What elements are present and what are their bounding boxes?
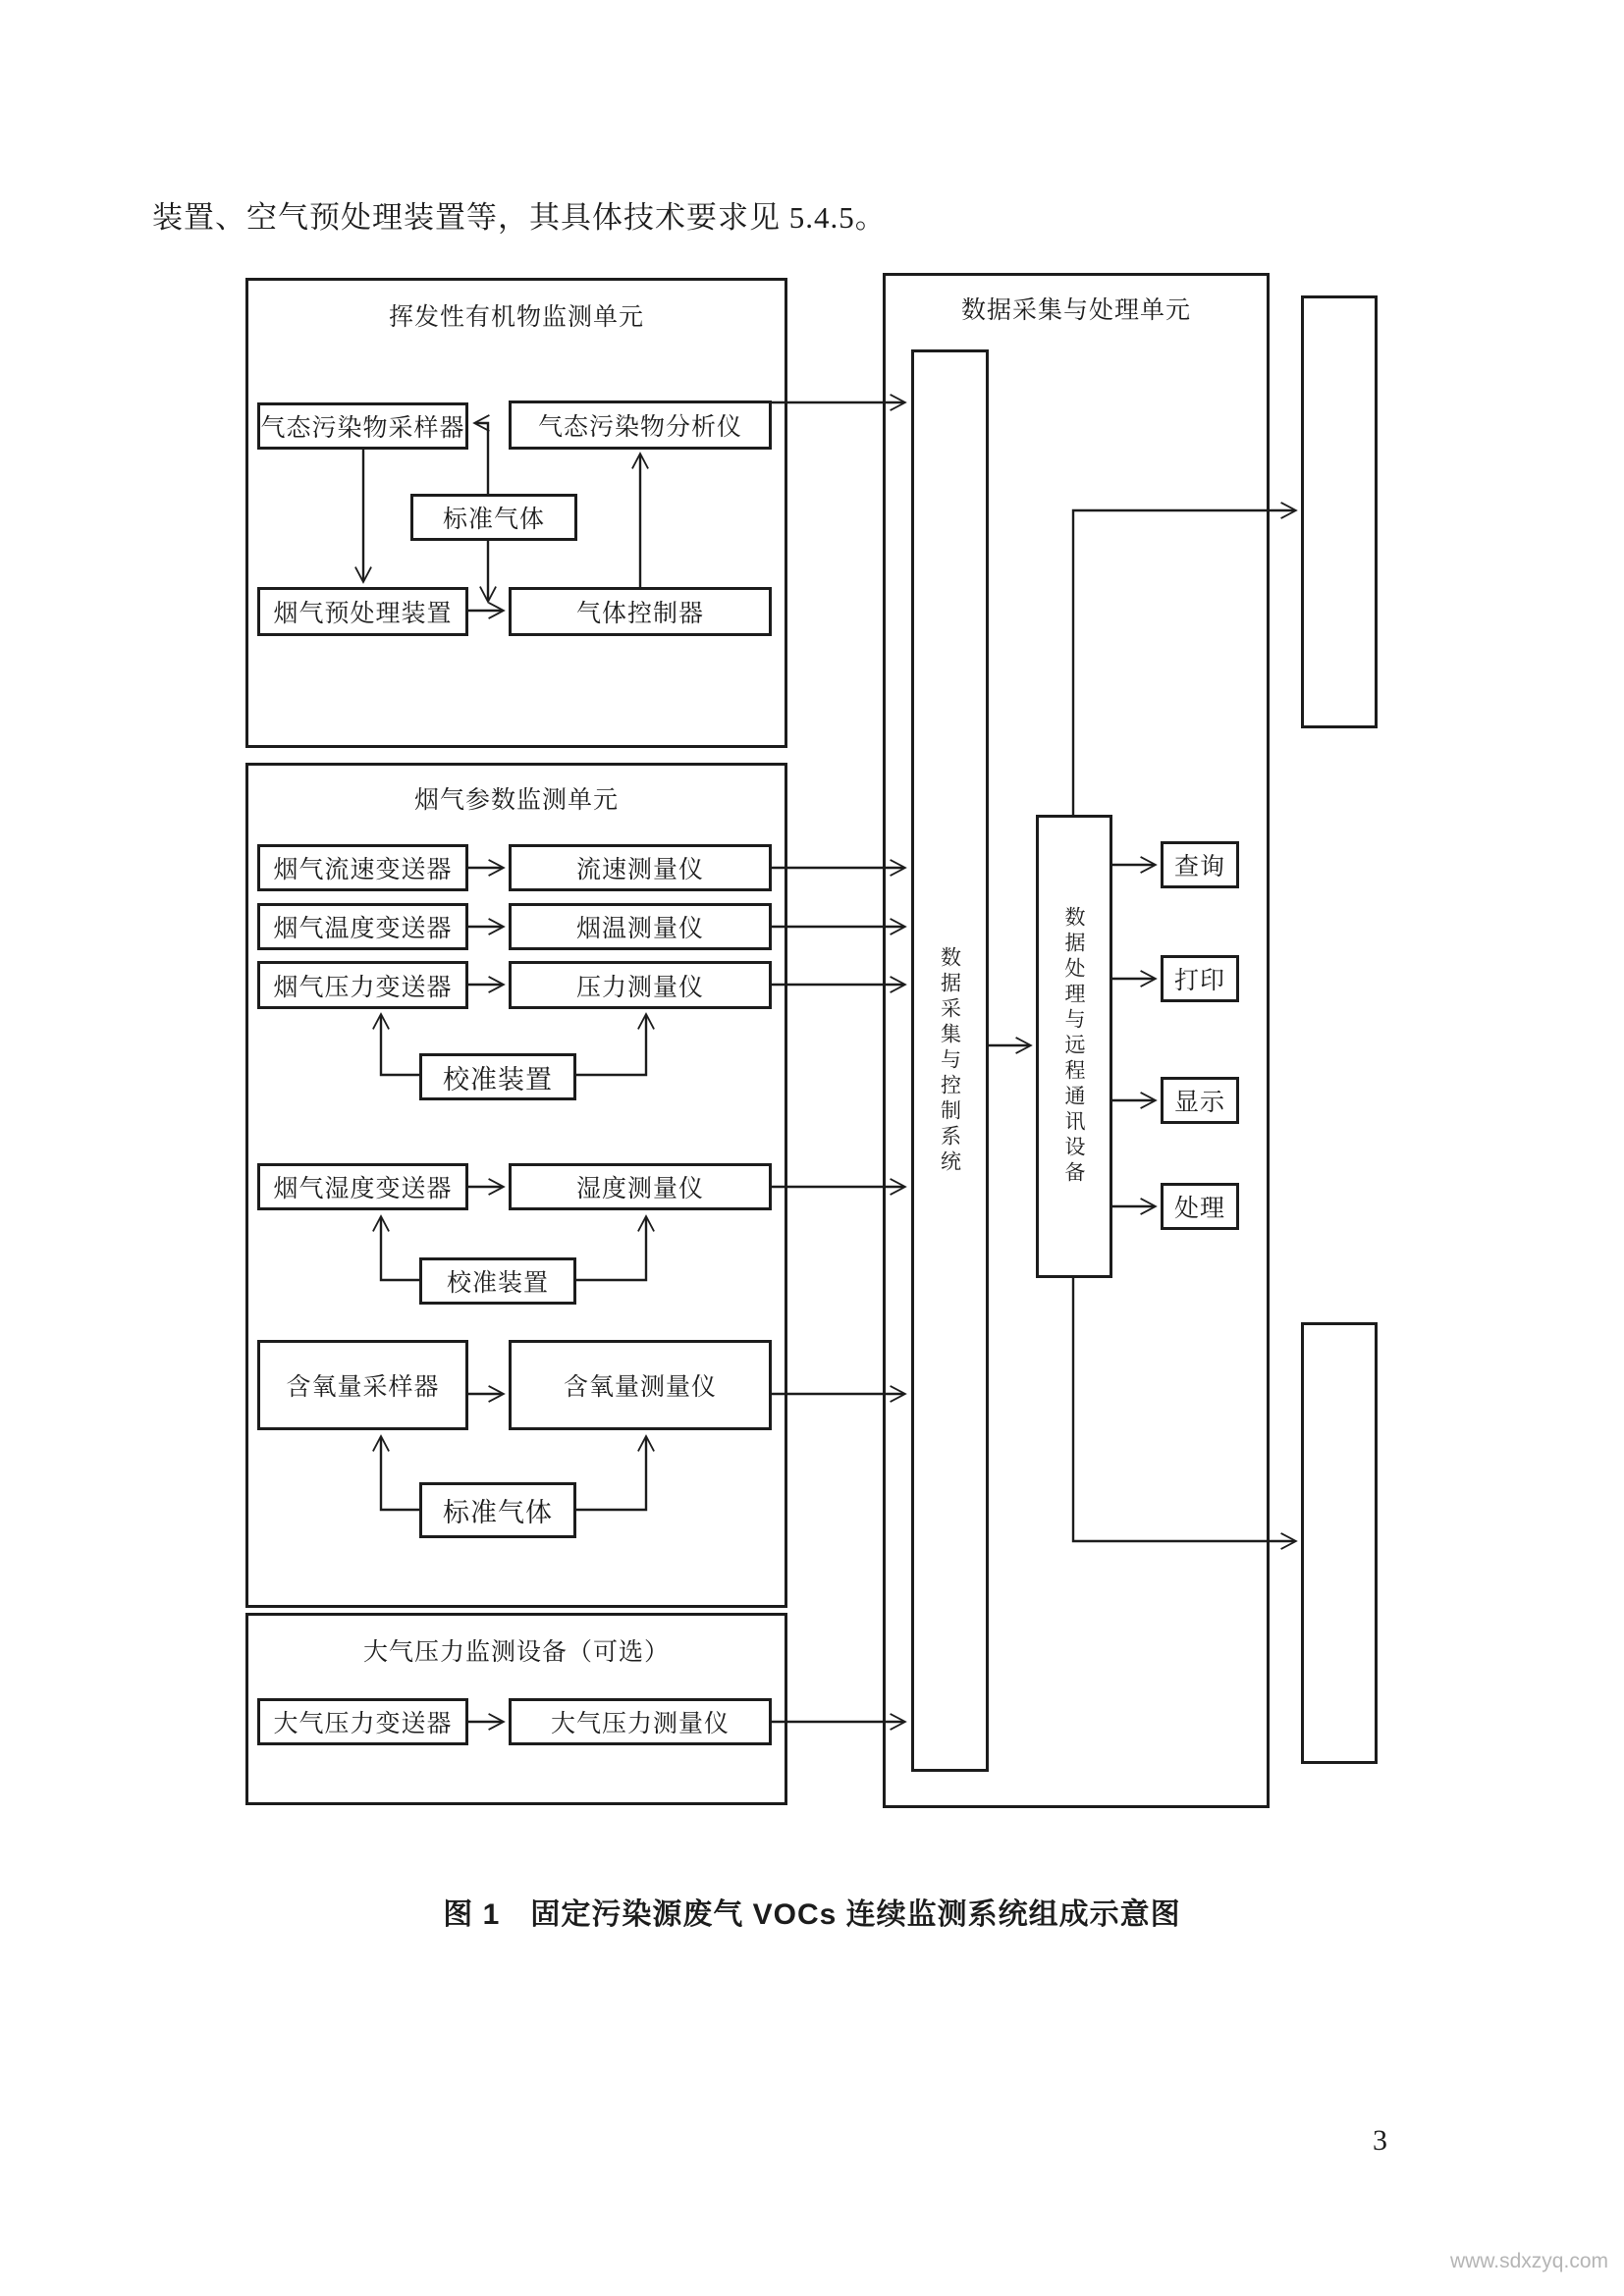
intro-text: 装置、空气预处理装置等，其具体技术要求见 5.4.5。	[152, 200, 887, 235]
box-pollution-control-facility-monitoring-system	[1301, 1322, 1378, 1764]
box-pressure-transmitter: 烟气压力变送器	[257, 961, 468, 1009]
box-oxygen-sampler: 含氧量采样器	[257, 1340, 468, 1430]
box-calibration-device-2: 校准装置	[419, 1257, 576, 1305]
box-atm-pressure-meter: 大气压力测量仪	[509, 1698, 772, 1745]
unit-atm-title: 大气压力监测设备（可选）	[362, 1639, 670, 1666]
box-standard-gas-2: 标准气体	[419, 1482, 576, 1538]
page-number: 3	[1373, 2124, 1387, 2157]
box-daq-control-system: 数据采集与控制系统	[911, 349, 989, 1772]
box-calibration-device-1: 校准装置	[419, 1053, 576, 1100]
box-oxygen-meter: 含氧量测量仪	[509, 1340, 772, 1430]
box-data-processing-comm-device: 数据处理与远程通讯设备	[1036, 815, 1112, 1278]
box-gas-pollutant-analyzer: 气态污染物分析仪	[509, 400, 772, 450]
box-print: 打印	[1161, 955, 1239, 1002]
box-flow-meter: 流速测量仪	[509, 844, 772, 891]
box-standard-gas-1: 标准气体	[410, 494, 577, 541]
box-process: 处理	[1161, 1183, 1239, 1230]
watermark: www.sdxzyq.com	[1449, 2250, 1608, 2272]
box-flue-gas-pretreatment: 烟气预处理装置	[257, 587, 468, 636]
box-temp-meter: 烟温测量仪	[509, 903, 772, 950]
box-pressure-meter: 压力测量仪	[509, 961, 772, 1009]
box-humidity-transmitter: 烟气湿度变送器	[257, 1163, 468, 1210]
box-gas-pollutant-sampler: 气态污染物采样器	[257, 402, 468, 450]
figure-caption: 图 1 固定污染源废气 VOCs 连续监测系统组成示意图	[443, 1898, 1181, 1931]
box-atm-pressure-transmitter: 大气压力变送器	[257, 1698, 468, 1745]
box-humidity-meter: 湿度测量仪	[509, 1163, 772, 1210]
box-query: 查询	[1161, 841, 1239, 888]
box-gas-controller: 气体控制器	[509, 587, 772, 636]
box-fixed-source-emission-monitoring-system	[1301, 295, 1378, 728]
box-display: 显示	[1161, 1077, 1239, 1124]
unit-data-title: 数据采集与处理单元	[960, 297, 1191, 324]
box-flow-transmitter: 烟气流速变送器	[257, 844, 468, 891]
box-temp-transmitter: 烟气温度变送器	[257, 903, 468, 950]
unit-voc-title: 挥发性有机物监测单元	[388, 304, 644, 331]
unit-flue-title: 烟气参数监测单元	[413, 787, 619, 814]
